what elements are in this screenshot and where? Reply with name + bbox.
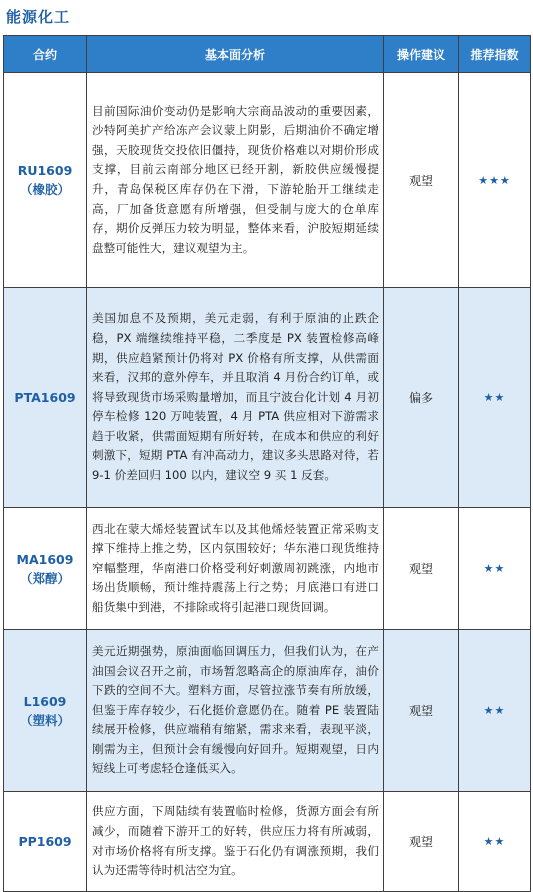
table-header-row <box>4 36 531 73</box>
advice-cell: 观望 <box>384 508 459 630</box>
table-row <box>4 630 531 792</box>
contract-name: （塑料） <box>19 712 70 728</box>
table-row <box>4 508 531 630</box>
header-advice: 操作建议 <box>384 36 459 73</box>
table-row <box>4 73 531 288</box>
contract-cell <box>4 73 87 288</box>
header-analysis: 基本面分析 <box>87 36 384 73</box>
contract-cell <box>4 288 87 508</box>
table-row <box>4 792 531 892</box>
contract-code: RU1609 <box>17 163 73 178</box>
analysis-cell: 美元近期强势，原油面临回调压力，但我们认为，在产油国会议召开之前，市场暂忽略高企的原油库存，油价下跌的空间不大。塑料方面，尽管拉涨节奏有所放缓，但鉴于库存较少，石化挺价意愿仍在。随着 PE 装置陆续展开检修，供应端稍有缩紧，需求来看，表现平淡，刚需为主，但预计会有缓慢向好回升。短期观望，日内短线上可考虑轻仓逢低买入。 <box>87 630 384 792</box>
contract-code: MA1609 <box>16 551 74 567</box>
contract-name: （橡胶） <box>19 182 70 197</box>
contract-name: （郑醇） <box>19 570 70 586</box>
table-row <box>4 288 531 508</box>
advice-cell: 观望 <box>384 630 459 792</box>
contract-code: L1609 <box>23 693 67 709</box>
contract-code: PTA1609 <box>14 390 76 405</box>
rating-stars: ★★★ <box>459 73 531 288</box>
analysis-cell: 供应方面，下周陆续有装置临时检修，货源方面会有所减少，而随着下游开工的好转，供应压力将有所减弱，对市场价格将有所支撑。鉴于石化仍有调涨预期，我们认为还需等待时机沽空为宜。 <box>87 792 384 892</box>
contract-cell <box>4 508 87 630</box>
contract-cell <box>4 630 87 792</box>
rating-stars: ★★ <box>459 630 531 792</box>
header-contract: 合约 <box>4 36 87 73</box>
analysis-cell: 西北在蒙大烯烃装置试车以及其他烯烃装置正常采购支撑下维持上推之势，区内氛围较好；华东港口现货维持窄幅整理，华南港口价格受利好刺激周初跳涨，内地市场出货顺畅，预计维持震荡上行之势；月底港口有进口船货集中到港，不排除或将引起港口现货回调。 <box>87 508 384 630</box>
rating-stars: ★★ <box>459 508 531 630</box>
header-rating: 推荐指数 <box>459 36 531 73</box>
recommendation-table <box>3 35 531 892</box>
rating-stars: ★★ <box>459 792 531 892</box>
contract-cell <box>4 792 87 892</box>
analysis-cell: 目前国际油价变动仍是影响大宗商品波动的重要因素，沙特阿美扩产给冻产会议蒙上阴影，后期油价不确定增强，天胶现货交投依旧僵持，现货价格难以对期价形成支撑，目前云南部分地区已经开割，新胶供应缓慢提升，青岛保税区库存仍在下滑，下游轮胎开工继续走高，厂加备货意愿有所增强，但受制与庞大的仓单库存，期价反弹压力较为明显，整体来看，沪胶短期延续盘整可能性大，建议观望为主。 <box>87 73 384 288</box>
analysis-cell: 美国加息不及预期，美元走弱，有利于原油的止跌企稳，PX 端继续维持平稳，二季度是 PX 装置检修高峰期，供应趋紧预计仍将对 PX 价格有所支撑，从供需面来看，汉邦的意外停车，并且取消 4 月份合约订单，或将导致现货市场采购量增加，而且宁波台化计划 4 月初停车检修 120 万吨装置，4 月 PTA 供应相对下游需求趋于收紧，供需面短期有所好转，在成本和供应的利好刺激下，短期 PTA 有冲高动力，建议多头思路对待，若 9-1 价差回归 100 以内，建议空 9 买 1 反套。 <box>87 288 384 508</box>
advice-cell: 观望 <box>384 73 459 288</box>
advice-cell: 偏多 <box>384 288 459 508</box>
advice-cell: 观望 <box>384 792 459 892</box>
rating-stars: ★★ <box>459 288 531 508</box>
contract-code: PP1609 <box>18 834 72 849</box>
section-title: 能源化工 <box>6 8 71 26</box>
